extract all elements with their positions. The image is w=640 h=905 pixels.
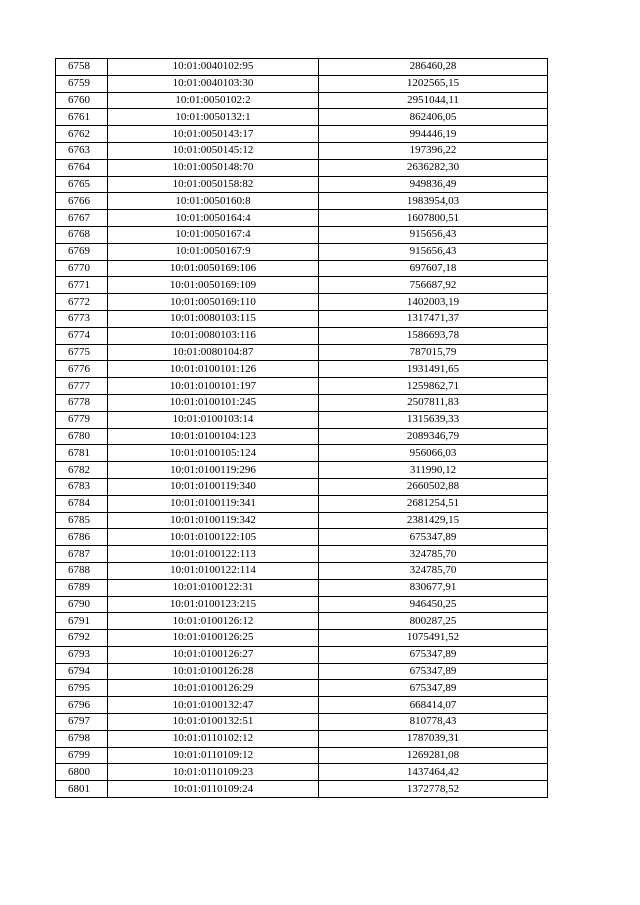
row-number-cell: 6784	[56, 495, 108, 512]
table-row	[56, 646, 548, 663]
value-cell: 675347,89	[319, 529, 548, 546]
row-number-cell: 6765	[56, 176, 108, 193]
cadastral-number-cell: 10:01:0080103:116	[108, 327, 319, 344]
table-row	[56, 630, 548, 647]
cadastral-number-cell: 10:01:0050158:82	[108, 176, 319, 193]
table-row	[56, 596, 548, 613]
table-row	[56, 277, 548, 294]
row-number-cell: 6768	[56, 226, 108, 243]
value-cell: 675347,89	[319, 663, 548, 680]
row-number-cell: 6801	[56, 781, 108, 798]
row-number-cell: 6782	[56, 462, 108, 479]
table-row	[56, 361, 548, 378]
table-row	[56, 663, 548, 680]
cadastral-number-cell: 10:01:0080103:115	[108, 310, 319, 327]
value-cell: 915656,43	[319, 243, 548, 260]
row-number-cell: 6787	[56, 546, 108, 563]
row-number-cell: 6796	[56, 697, 108, 714]
table-row	[56, 747, 548, 764]
value-cell: 1075491,52	[319, 630, 548, 647]
table-row	[56, 92, 548, 109]
value-cell: 1269281,08	[319, 747, 548, 764]
row-number-cell: 6789	[56, 579, 108, 596]
row-number-cell: 6786	[56, 529, 108, 546]
table-row	[56, 579, 548, 596]
value-cell: 2636282,30	[319, 159, 548, 176]
value-cell: 324785,70	[319, 546, 548, 563]
row-number-cell: 6767	[56, 210, 108, 227]
value-cell: 1317471,37	[319, 310, 548, 327]
row-number-cell: 6797	[56, 714, 108, 731]
table-row	[56, 781, 548, 798]
table-row	[56, 310, 548, 327]
table-row	[56, 126, 548, 143]
cadastral-number-cell: 10:01:0100123:215	[108, 596, 319, 613]
table-row	[56, 394, 548, 411]
table-row	[56, 59, 548, 76]
value-cell: 1259862,71	[319, 378, 548, 395]
row-number-cell: 6764	[56, 159, 108, 176]
row-number-cell: 6779	[56, 411, 108, 428]
table-row	[56, 327, 548, 344]
value-cell: 800287,25	[319, 613, 548, 630]
cadastral-number-cell: 10:01:0050167:4	[108, 226, 319, 243]
value-cell: 1315639,33	[319, 411, 548, 428]
cadastral-number-cell: 10:01:0110109:12	[108, 747, 319, 764]
cadastral-number-cell: 10:01:0100119:296	[108, 462, 319, 479]
row-number-cell: 6769	[56, 243, 108, 260]
cadastral-number-cell: 10:01:0100101:126	[108, 361, 319, 378]
cadastral-number-cell: 10:01:0050164:4	[108, 210, 319, 227]
row-number-cell: 6761	[56, 109, 108, 126]
cadastral-number-cell: 10:01:0100126:25	[108, 630, 319, 647]
cadastral-number-cell: 10:01:0050148:70	[108, 159, 319, 176]
cadastral-number-cell: 10:01:0100122:114	[108, 562, 319, 579]
cadastral-number-cell: 10:01:0050145:12	[108, 142, 319, 159]
value-cell: 1202565,15	[319, 75, 548, 92]
row-number-cell: 6780	[56, 428, 108, 445]
row-number-cell: 6760	[56, 92, 108, 109]
value-cell: 1787039,31	[319, 730, 548, 747]
value-cell: 946450,25	[319, 596, 548, 613]
value-cell: 2507811,83	[319, 394, 548, 411]
value-cell: 1983954,03	[319, 193, 548, 210]
row-number-cell: 6798	[56, 730, 108, 747]
table-row	[56, 546, 548, 563]
value-cell: 949836,49	[319, 176, 548, 193]
value-cell: 787015,79	[319, 344, 548, 361]
table-row	[56, 445, 548, 462]
cadastral-number-cell: 10:01:0100132:47	[108, 697, 319, 714]
row-number-cell: 6759	[56, 75, 108, 92]
cadastral-number-cell: 10:01:0100132:51	[108, 714, 319, 731]
value-cell: 830677,91	[319, 579, 548, 596]
table-row	[56, 260, 548, 277]
value-cell: 675347,89	[319, 646, 548, 663]
cadastral-number-cell: 10:01:0110109:24	[108, 781, 319, 798]
value-cell: 810778,43	[319, 714, 548, 731]
value-cell: 756687,92	[319, 277, 548, 294]
value-cell: 1437464,42	[319, 764, 548, 781]
value-cell: 668414,07	[319, 697, 548, 714]
value-cell: 994446,19	[319, 126, 548, 143]
cadastral-number-cell: 10:01:0050143:17	[108, 126, 319, 143]
row-number-cell: 6772	[56, 294, 108, 311]
value-cell: 324785,70	[319, 562, 548, 579]
value-cell: 286460,28	[319, 59, 548, 76]
cadastral-number-cell: 10:01:0100126:29	[108, 680, 319, 697]
value-cell: 1931491,65	[319, 361, 548, 378]
table-row	[56, 75, 548, 92]
table-row	[56, 243, 548, 260]
value-cell: 1402003,19	[319, 294, 548, 311]
row-number-cell: 6777	[56, 378, 108, 395]
table-row	[56, 428, 548, 445]
table-row	[56, 411, 548, 428]
table-row	[56, 512, 548, 529]
table-row	[56, 495, 548, 512]
cadastral-number-cell: 10:01:0040103:30	[108, 75, 319, 92]
row-number-cell: 6773	[56, 310, 108, 327]
value-cell: 862406,05	[319, 109, 548, 126]
cadastral-number-cell: 10:01:0100126:27	[108, 646, 319, 663]
cadastral-number-cell: 10:01:0100122:113	[108, 546, 319, 563]
row-number-cell: 6775	[56, 344, 108, 361]
table-row	[56, 226, 548, 243]
row-number-cell: 6785	[56, 512, 108, 529]
cadastral-number-cell: 10:01:0080104:87	[108, 344, 319, 361]
row-number-cell: 6763	[56, 142, 108, 159]
table-row	[56, 730, 548, 747]
table-row	[56, 697, 548, 714]
table-row	[56, 680, 548, 697]
cadastral-number-cell: 10:01:0100119:342	[108, 512, 319, 529]
row-number-cell: 6794	[56, 663, 108, 680]
cadastral-number-cell: 10:01:0100126:12	[108, 613, 319, 630]
value-cell: 2381429,15	[319, 512, 548, 529]
cadastral-number-cell: 10:01:0050167:9	[108, 243, 319, 260]
value-cell: 311990,12	[319, 462, 548, 479]
table-row	[56, 478, 548, 495]
value-cell: 697607,18	[319, 260, 548, 277]
value-cell: 2951044,11	[319, 92, 548, 109]
value-cell: 675347,89	[319, 680, 548, 697]
cadastral-number-cell: 10:01:0110102:12	[108, 730, 319, 747]
cadastral-number-cell: 10:01:0050169:109	[108, 277, 319, 294]
table-row	[56, 193, 548, 210]
row-number-cell: 6770	[56, 260, 108, 277]
row-number-cell: 6758	[56, 59, 108, 76]
value-cell: 197396,22	[319, 142, 548, 159]
cadastral-number-cell: 10:01:0100122:105	[108, 529, 319, 546]
row-number-cell: 6799	[56, 747, 108, 764]
table-row	[56, 462, 548, 479]
table-row	[56, 714, 548, 731]
table-row	[56, 294, 548, 311]
row-number-cell: 6793	[56, 646, 108, 663]
row-number-cell: 6792	[56, 630, 108, 647]
cadastral-number-cell: 10:01:0050102:2	[108, 92, 319, 109]
row-number-cell: 6774	[56, 327, 108, 344]
table-row	[56, 109, 548, 126]
value-cell: 1586693,78	[319, 327, 548, 344]
row-number-cell: 6795	[56, 680, 108, 697]
table-row	[56, 529, 548, 546]
table-row	[56, 210, 548, 227]
value-cell: 2660502,88	[319, 478, 548, 495]
table-row	[56, 613, 548, 630]
cadastral-number-cell: 10:01:0100105:124	[108, 445, 319, 462]
row-number-cell: 6762	[56, 126, 108, 143]
table-row	[56, 159, 548, 176]
table-row	[56, 764, 548, 781]
cadastral-number-cell: 10:01:0100122:31	[108, 579, 319, 596]
cadastral-number-cell: 10:01:0100104:123	[108, 428, 319, 445]
value-cell: 915656,43	[319, 226, 548, 243]
cadastral-number-cell: 10:01:0100119:341	[108, 495, 319, 512]
row-number-cell: 6791	[56, 613, 108, 630]
row-number-cell: 6781	[56, 445, 108, 462]
data-table	[55, 58, 548, 798]
row-number-cell: 6776	[56, 361, 108, 378]
table-row	[56, 562, 548, 579]
cadastral-number-cell: 10:01:0110109:23	[108, 764, 319, 781]
row-number-cell: 6790	[56, 596, 108, 613]
table-row	[56, 344, 548, 361]
cadastral-number-cell: 10:01:0050132:1	[108, 109, 319, 126]
cadastral-number-cell: 10:01:0100101:245	[108, 394, 319, 411]
row-number-cell: 6783	[56, 478, 108, 495]
cadastral-number-cell: 10:01:0100103:14	[108, 411, 319, 428]
cadastral-number-cell: 10:01:0100126:28	[108, 663, 319, 680]
table-body	[56, 59, 548, 798]
cadastral-number-cell: 10:01:0100101:197	[108, 378, 319, 395]
row-number-cell: 6800	[56, 764, 108, 781]
cadastral-number-cell: 10:01:0100119:340	[108, 478, 319, 495]
cadastral-number-cell: 10:01:0050169:106	[108, 260, 319, 277]
value-cell: 956066,03	[319, 445, 548, 462]
row-number-cell: 6788	[56, 562, 108, 579]
table-row	[56, 378, 548, 395]
cadastral-number-cell: 10:01:0040102:95	[108, 59, 319, 76]
value-cell: 1607800,51	[319, 210, 548, 227]
cadastral-number-cell: 10:01:0050160:8	[108, 193, 319, 210]
cadastral-number-cell: 10:01:0050169:110	[108, 294, 319, 311]
row-number-cell: 6771	[56, 277, 108, 294]
value-cell: 2089346,79	[319, 428, 548, 445]
value-cell: 1372778,52	[319, 781, 548, 798]
table-row	[56, 176, 548, 193]
row-number-cell: 6778	[56, 394, 108, 411]
value-cell: 2681254,51	[319, 495, 548, 512]
row-number-cell: 6766	[56, 193, 108, 210]
table-row	[56, 142, 548, 159]
